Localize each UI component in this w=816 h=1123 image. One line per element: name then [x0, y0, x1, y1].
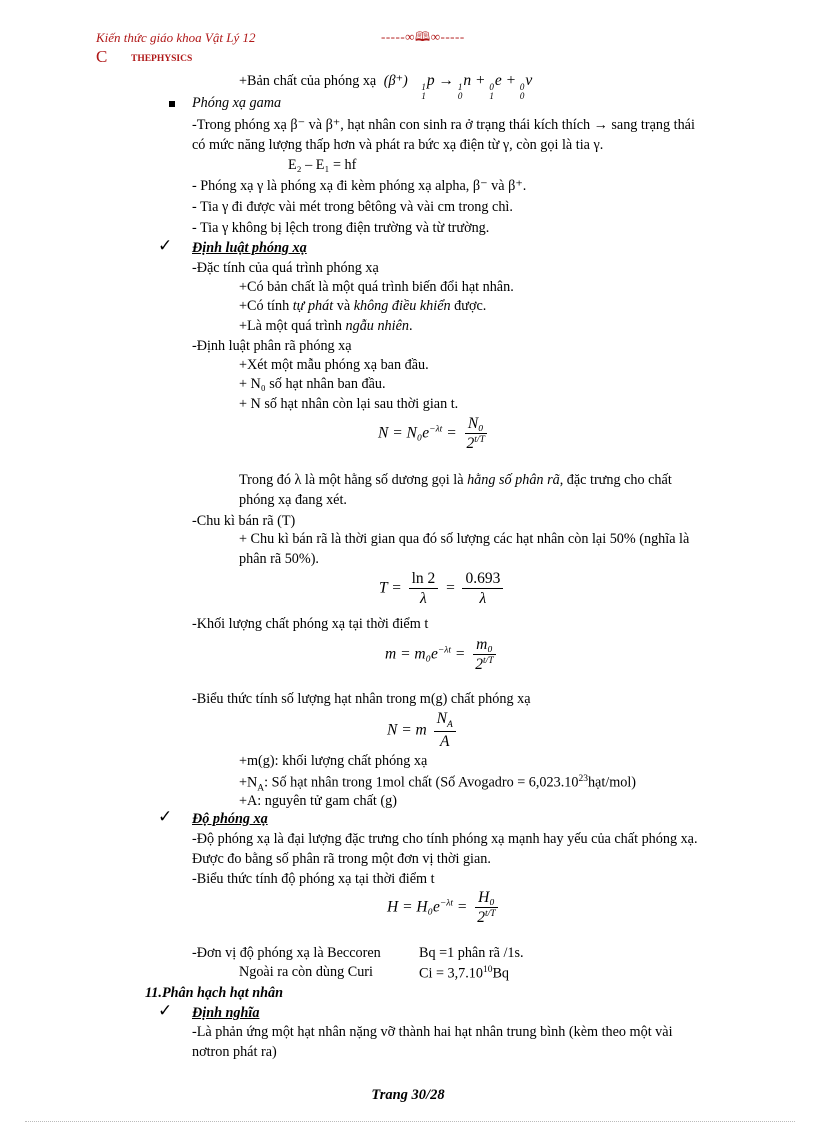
checkmark-icon: ✓: [158, 1001, 173, 1021]
text-line: - Tia γ không bị lệch trong điện trường và từ trường.: [192, 220, 490, 236]
half-life-equation: T = $\frac{\ln 2}{\lambda}$ = $\frac{0.693}{\lambda}$: [379, 570, 506, 608]
page-divider: [25, 1121, 795, 1122]
header-subtitle: THEPHYSICS: [131, 54, 193, 64]
text-line: Trong đó λ là một hằng số dương gọi là hằng số phân rã, đặc trưng cho chất: [239, 472, 672, 488]
text-line: phân rã 50%).: [239, 551, 319, 567]
decay-equation: $N = N_0e^{-\lambda t}$ = $\frac{\text{N₀}}{2^{t/T}}$: [378, 415, 485, 452]
text-line: $+N_A$: Số hạt nhân trong 1mol chất (Số Avogadro = $6,023.10^{23}hạt/mol$): [239, 774, 637, 794]
text-line: +A: nguyên tử gam chất (g): [239, 793, 397, 809]
text-line: - Phóng xạ γ là phóng xạ đi kèm phóng xạ alpha, β⁻ và β⁺.: [192, 178, 527, 194]
text-line: -Khối lượng chất phóng xạ tại thời điểm t: [192, 616, 429, 632]
decay-law-heading: Định luật phóng xạ: [192, 240, 307, 256]
header-title: Kiến thức giáo khoa Vật Lý 12: [96, 30, 256, 45]
text-line: + Chu kì bán rã là thời gian qua đó số lượng các hạt nhân còn lại 50% (nghĩa là: [239, 531, 690, 547]
mass-equation: $m = m_0e^{-\lambda t}$ = $\frac{\text{m₀}}{2^{t/T}}$: [385, 636, 500, 674]
text-line: nơtron phát ra): [192, 1044, 277, 1060]
text-line: -Biểu thức tính số lượng hạt nhân trong m(g) chất phóng xạ: [192, 691, 531, 707]
beta-plus-symbol: (β⁺): [383, 73, 408, 89]
text-line: +m(g): khối lượng chất phóng xạ: [239, 753, 428, 769]
energy-equation: E₂ – E₁ = hf: [288, 157, 357, 173]
text-line: -Đặc tính của quá trình phóng xạ: [192, 260, 379, 276]
fission-heading: 11.Phân hạch hạt nhân: [145, 985, 283, 1001]
text-line: +Có tính tự phát và không điều khiển được.: [239, 298, 487, 314]
text-line: +Có bản chất là một quá trình biến đổi hạt nhân.: [239, 279, 514, 295]
text-line: -Định luật phân rã phóng xạ: [192, 338, 352, 354]
text-line: -Chu kì bán rã (T): [192, 513, 296, 529]
header-ornament: -----∞🕮∞-----: [381, 29, 465, 44]
text-line: Ngoài ra còn dùng Curi: [239, 964, 373, 980]
definition-heading: Định nghĩa: [192, 1005, 260, 1021]
gamma-heading: Phóng xạ gama: [192, 95, 282, 111]
beta-plus-equation: 1 1 p → 1 0 n + 0 1 e + 0 0 ν: [421, 72, 533, 101]
activity-equation: $H = H_0e^{-\lambda t}$ = $\frac{\text{H₀}}{2^{t/T}}$: [387, 889, 502, 927]
page-number: Trang 30/28: [371, 1087, 445, 1103]
text-line: -Độ phóng xạ là đại lượng đặc trưng cho tính phóng xạ mạnh hay yếu của chất phóng xạ.: [192, 831, 698, 847]
text-line: -Biểu thức tính độ phóng xạ tại thời điểm t: [192, 871, 435, 887]
text-line: -Đơn vị độ phóng xạ là Beccoren: [192, 945, 381, 961]
text-line: + N số hạt nhân còn lại sau thời gian t.: [239, 396, 459, 412]
text-line: +Là một quá trình ngẫu nhiên.: [239, 318, 413, 334]
beta-plus-label: +Bản chất của phóng xạ: [239, 73, 377, 89]
text-line: - Tia γ đi được vài mét trong bêtông và vài cm trong chì.: [192, 199, 513, 215]
text-line: +Xét một mẫu phóng xạ ban đầu.: [239, 357, 429, 373]
text-line: Được đo bằng số phân rã trong một đơn vị thời gian.: [192, 851, 491, 867]
bullet-icon: [169, 101, 175, 107]
checkmark-icon: ✓: [158, 236, 173, 256]
count-equation: N = m $\frac{N_A}{A}$: [387, 710, 459, 751]
text-line: có mức năng lượng thấp hơn và phát ra bức xạ điện từ γ, còn gọi là tia γ.: [192, 137, 604, 153]
text-line: + N₀ số hạt nhân ban đầu.: [239, 376, 386, 392]
text-line: -Trong phóng xạ β⁻ và β⁺, hạt nhân con sinh ra ở trạng thái kích thích → sang trạng thái: [192, 117, 695, 133]
checkmark-icon: ✓: [158, 807, 173, 827]
text-line: $Ci = 3,7.10^{10}Bq$: [419, 965, 510, 982]
beta-plus-line: [239, 72, 532, 100]
activity-heading: Độ phóng xạ: [192, 811, 268, 827]
text-line: Bq =1 phân rã /1s.: [419, 945, 524, 961]
text-line: phóng xạ đang xét.: [239, 492, 347, 508]
header-letter: C: [96, 47, 108, 66]
text-line: -Là phản ứng một hạt nhân nặng vỡ thành hai hạt nhân trung bình (kèm theo một vài: [192, 1024, 673, 1040]
